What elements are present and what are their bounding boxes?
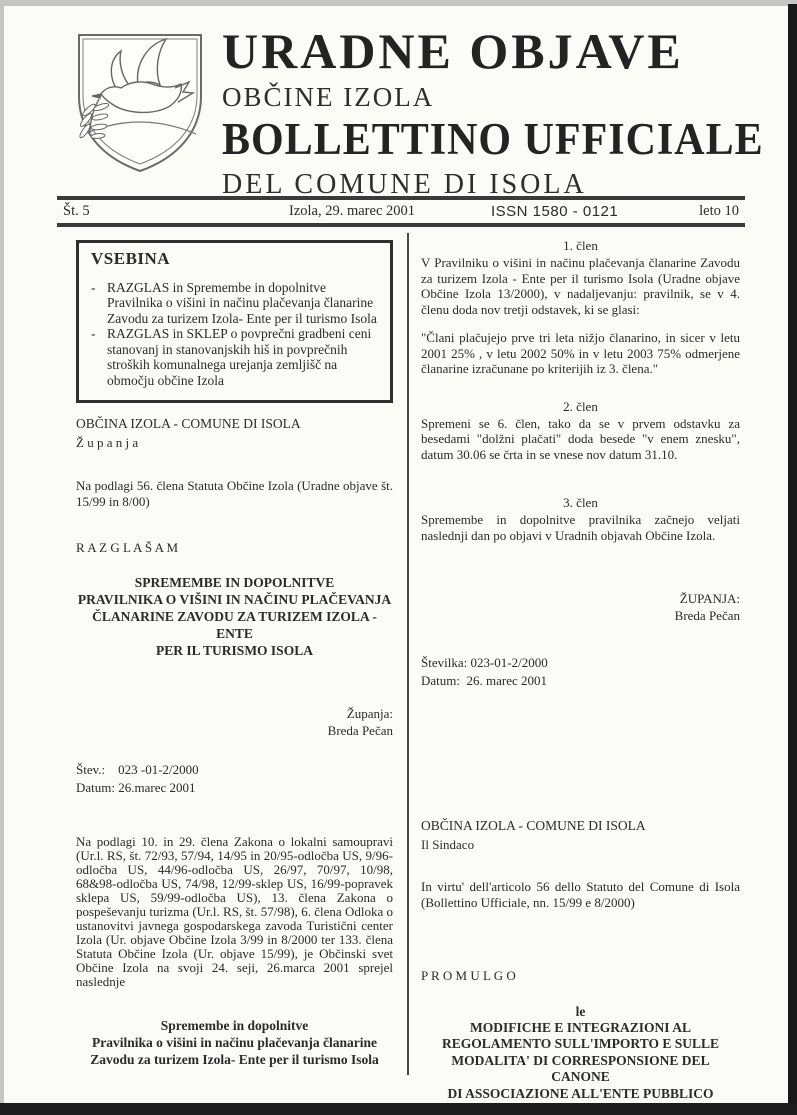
act-subtitle-line: Zavodu za turizem Izola- Ente per il turismo Isola xyxy=(90,1051,379,1067)
issue-info-row xyxy=(57,200,745,223)
article-1-heading: 1. člen xyxy=(563,238,598,253)
signature-name: Breda Pečan xyxy=(674,608,740,623)
scan-edge-right xyxy=(788,4,797,1115)
italian-act-title-line: MODIFICHE E INTEGRAZIONI AL xyxy=(470,1019,691,1035)
article-1-quote: "Člani plačujejo prve tri leta nižjo članarino, in sicer v letu 2001 25% , v letu 2002 50% in v letu 2003 75% odmerjene članarine izračunane po kriterijih iz 3. člena." xyxy=(421,330,740,376)
right-column xyxy=(421,236,740,1102)
signature-name: Breda Pečan xyxy=(327,722,393,738)
article-1-text: V Pravilniku o višini in načinu plačevanja članarine Zavodu za turizem Izola - Ente per il turismo Isola (Uradne objave Občine Izola 13/2000), v nadaljevanju: pravilnik, se v 4. členu doda nov tretji odstavek, ki se glasi: xyxy=(421,255,740,317)
act-title xyxy=(76,574,393,659)
proclamation-word: R A Z G L A Š A M xyxy=(76,540,179,555)
act-title-line: PRAVILNIKA O VIŠINI IN NAČINU PLAČEVANJA xyxy=(77,591,392,607)
municipality-name: OBČINA IZOLA - COMUNE DI ISOLA xyxy=(421,818,646,833)
izola-coat-of-arms-icon xyxy=(72,30,208,178)
act-title-line: ČLANARINE ZAVODU ZA TURIZEM IZOLA -ENTE xyxy=(92,608,377,641)
act-subtitle-line: Spremembe in dopolnitve xyxy=(160,1017,309,1033)
legal-basis-paragraph-2: Na podlagi 10. in 29. člena Zakona o lokalni samoupravi (Ur.l. RS, št. 72/93, 57/94, 14/95 in 20/95-odločba US, 9/96-odločba US, 44/96-odločba US, 26/97, 70/97, 10/98, 68&98-odločba US, 74/98, 12/99-sklep US, 16/99-popravek sklepa US, 59/99-odločba US), 13. člena Zakona o pospeševanju turizma (Ur.l. RS, št. 57/98), 6. člena Odloka o ustanovitvi javnega gospodarskega zavoda Turistični center Izola (Ur. objave Občine Izola 3/99 in 8/2000 ter 133. člena Statuta Občine Izola (Ur. objave 15/99), je Občinski svet Občine Izola na svoji 24. seji, 26.marca 2001 sprejel naslednje xyxy=(76,833,393,989)
volume-year: leto 10 xyxy=(699,203,739,219)
legal-basis-paragraph: Na podlagi 56. člena Statuta Občine Izola (Uradne objave št. 15/99 in 8/00) xyxy=(76,478,393,509)
article-2-text: Spremeni se 6. člen, tako da se v prvem odstavku za besedami "dolžni plačati" doda besede "v enem znesku", datum 30.06 se črta in se vnese nov datum 31.10. xyxy=(421,415,740,462)
scan-edge-bottom xyxy=(0,1103,797,1115)
act-title-line: SPREMEMBE IN DOPOLNITVE xyxy=(134,574,335,590)
italian-act-title-line: DI ASSOCIAZIONE ALL'ENTE PUBBLICO xyxy=(447,1085,714,1101)
reference-number: Štev.: 023 -01-2/2000 xyxy=(76,761,199,777)
toc-item-marker: - xyxy=(91,326,96,341)
reference-date: Datum: 26. marec 2001 xyxy=(421,673,547,688)
bulletin-title-slovenian: URADNE OBJAVE xyxy=(222,23,684,79)
toc-title: VSEBINA xyxy=(91,249,171,268)
reference-block xyxy=(76,761,393,797)
toc-item-marker: - xyxy=(91,279,96,295)
bulletin-title-italian: BOLLETTINO UFFICIALE xyxy=(222,115,764,165)
toc-item xyxy=(91,280,382,327)
reference-date: Datum: 26.marec 2001 xyxy=(76,779,196,795)
issuer-block xyxy=(421,818,740,852)
italian-act-title-line: MODALITA' DI CORRESPONSIONE DEL CANONE xyxy=(451,1052,710,1084)
italian-act-title-block xyxy=(421,1004,740,1103)
issuer-role-mayor: Ž u p a n j a xyxy=(76,434,139,450)
masthead xyxy=(222,23,764,201)
signature-block xyxy=(76,705,393,739)
signature-block xyxy=(421,590,740,624)
table-of-contents-box xyxy=(76,240,393,403)
toc-item-text: RAZGLAS in SKLEP o povprečni gradbeni ceni stanovanj in stanovanjskih hiš in povprečnih stroških komunalnega urejanja zemljišč na območju občine Izola xyxy=(107,326,372,388)
reference-number: Številka: 023-01-2/2000 xyxy=(421,655,548,670)
left-column xyxy=(76,236,393,1068)
act-subtitle-line: Pravilnika o višini in načinu plačevanja članarine xyxy=(91,1034,378,1050)
article-2-heading: 2. člen xyxy=(563,398,598,414)
toc-item xyxy=(91,326,382,388)
signature-role: Županja: xyxy=(346,705,393,721)
italian-act-title xyxy=(421,1020,740,1103)
toc-item-text: RAZGLAS in Spremembe in dopolnitve Pravilnika o višini in načinu plačevanja članarine Zavodu za turizem Izola- Ente per il turismo Isola xyxy=(107,279,377,326)
article-3-text: Spremembe in dopolnitve pravilnika začnejo veljati naslednji dan po objavi v Uradnih objavah Občine Izola. xyxy=(421,512,740,543)
bulletin-org-italian: DEL COMUNE DI ISOLA xyxy=(222,169,587,200)
legal-basis-italian: In virtu' dell'articolo 56 dello Statuto del Comune di Isola (Bollettino Ufficiale, nn. 15/99 e 8/2000) xyxy=(421,879,740,910)
issue-number: Št. 5 xyxy=(63,203,90,219)
promulgation-word: P R O M U L G O xyxy=(421,968,516,983)
municipality-name: OBČINA IZOLA - COMUNE DI ISOLA xyxy=(76,416,301,431)
column-divider xyxy=(407,233,409,1075)
act-subtitle xyxy=(76,1017,393,1068)
article-3-heading: 3. člen xyxy=(563,495,598,510)
reference-block xyxy=(421,654,740,690)
bulletin-org-slovenian: OBČINE IZOLA xyxy=(222,82,435,112)
place-and-date: Izola, 29. marec 2001 xyxy=(288,203,416,219)
issn-number: ISSN 1580 - 0121 xyxy=(491,203,619,220)
italian-act-title-line: REGOLAMENTO SULL'IMPORTO E SULLE xyxy=(442,1036,719,1051)
signature-role: ŽUPANJA: xyxy=(679,591,740,606)
issue-info-bar xyxy=(57,196,745,227)
issuer-role-sindaco: Il Sindaco xyxy=(421,836,475,852)
italian-act-article: le xyxy=(575,1003,586,1019)
act-title-line: PER IL TURISMO ISOLA xyxy=(156,642,313,658)
issuer-block xyxy=(76,416,393,450)
